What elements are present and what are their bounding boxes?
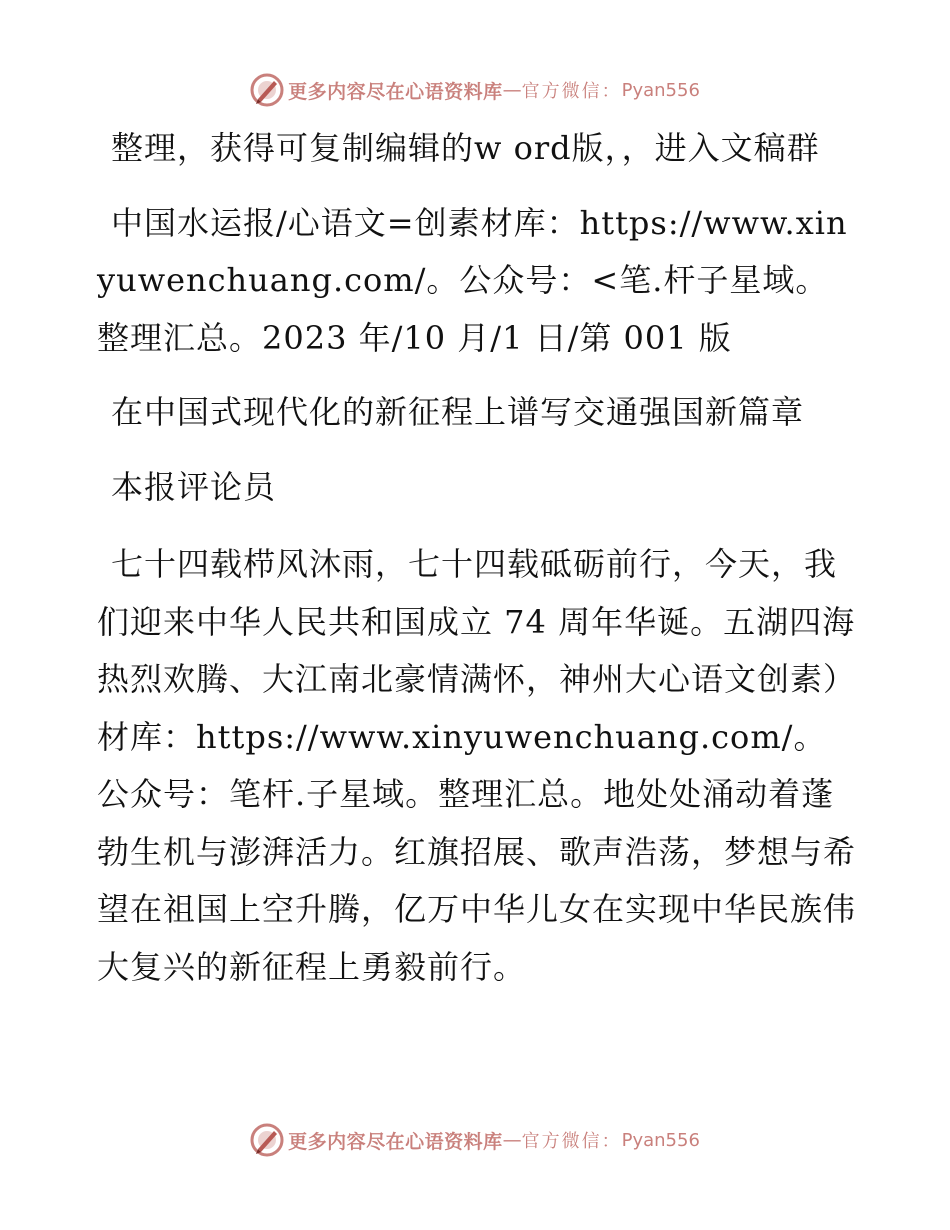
article-body-paragraph: 七十四载栉风沐雨，七十四载砥砺前行，今天，我们迎来中华人民共和国成立 74 周年华诞。五湖四海热烈欢腾、大江南北豪情满怀，神州大心语文创素）材库：https://www.xinyuwenchuang.com/。公众号：笔杆.子星域。整理汇总。地处处涌动着蓬勃生机与澎湃活力。红旗招展、歌声浩荡，梦想与希望在祖国上空升腾，亿万中华儿女在实现中华民族伟大复兴的新征程上勇毅前行。	[97, 545, 857, 986]
watermark-wechat-label: 官方微信：	[521, 81, 622, 102]
watermark-separator: —	[502, 79, 522, 101]
intro-paragraph: 整理，获得可复制编辑的w ord版，，进入文稿群	[111, 129, 820, 167]
article-title: 在中国式现代化的新征程上谱写交通强国新篇章	[111, 393, 805, 431]
source-paragraph: 中国水运报/心语文=创素材库：https://www.xinyuwenchuang.com/。公众号：<笔.杆子星域。整理汇总。2023 年/10 月/1 日/第 001 版	[97, 203, 848, 357]
header-watermark-banner	[0, 70, 950, 110]
pen-logo-icon	[250, 1123, 284, 1157]
watermark-wechat-id: Pyan556	[621, 1129, 700, 1151]
watermark-separator: —	[502, 1129, 522, 1151]
footer-watermark-banner	[0, 1120, 950, 1160]
watermark-text: 更多内容尽在心语资料库	[288, 1130, 503, 1153]
watermark-wechat-id: Pyan556	[621, 79, 700, 101]
watermark-wechat-label: 官方微信：	[521, 1131, 622, 1152]
watermark-text: 更多内容尽在心语资料库	[288, 80, 503, 103]
article-byline: 本报评论员	[111, 467, 277, 506]
pen-logo-icon	[250, 73, 284, 107]
document-body	[97, 120, 857, 996]
